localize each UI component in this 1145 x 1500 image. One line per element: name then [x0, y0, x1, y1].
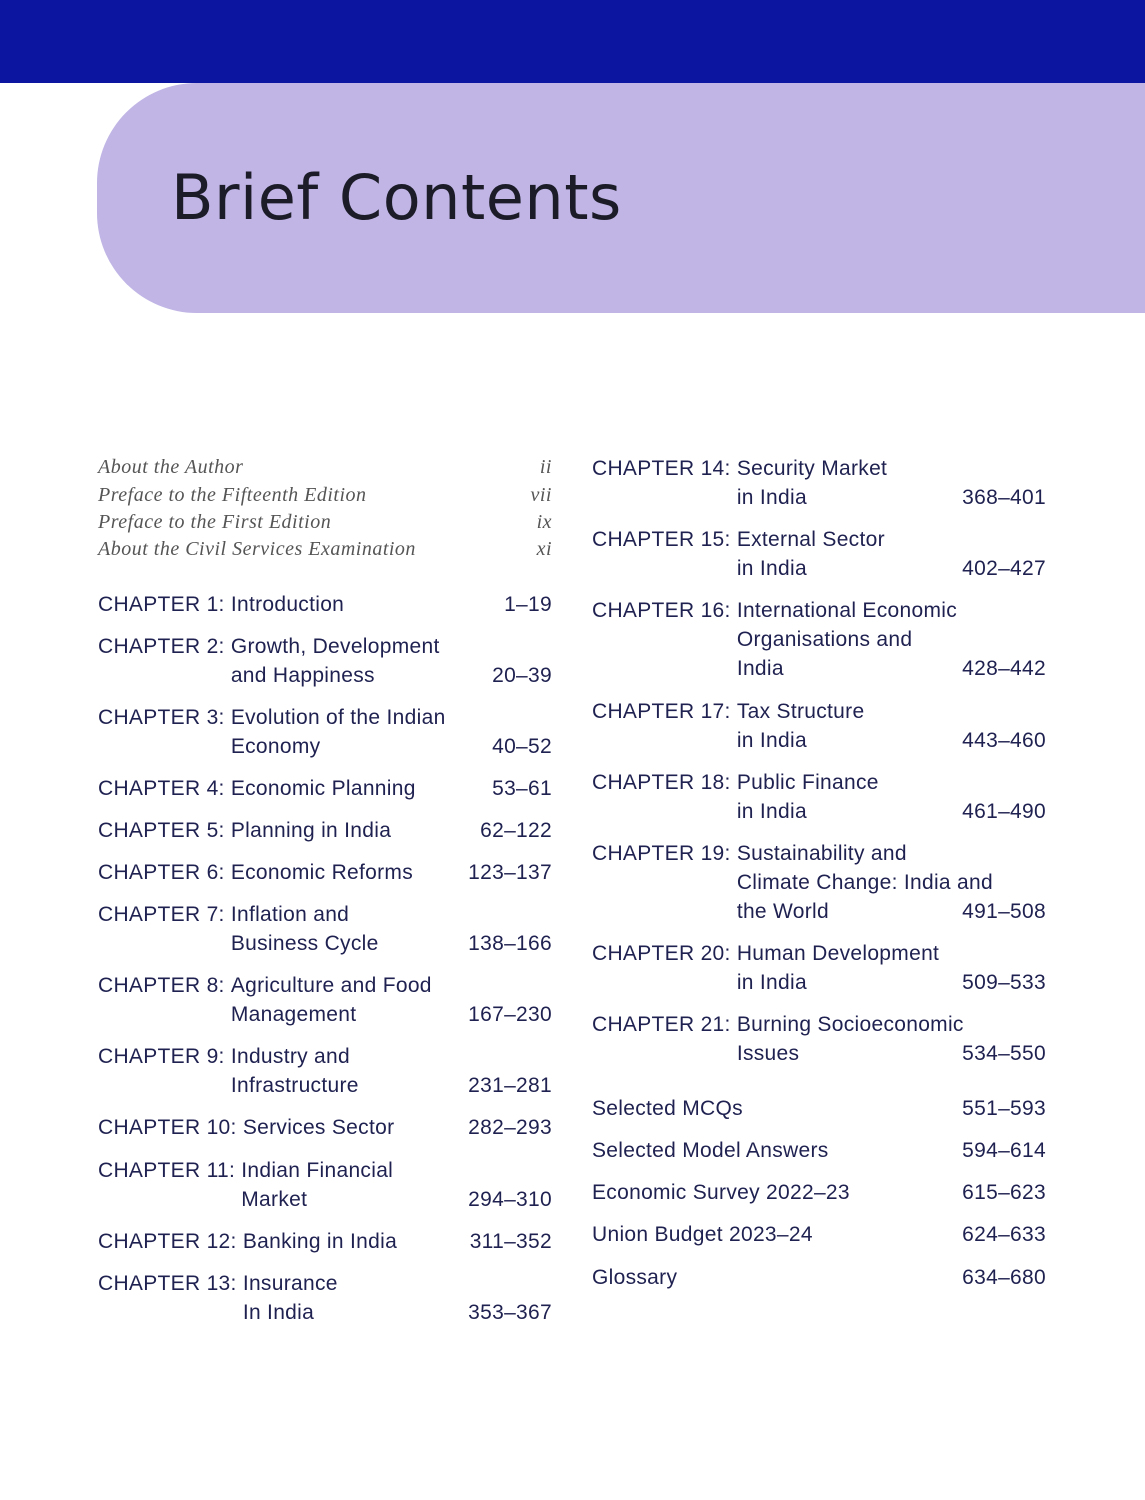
- toc-entry[interactable]: [98, 1227, 552, 1256]
- toc-entry[interactable]: [592, 1263, 1046, 1292]
- chapter-label: CHAPTER 20:: [592, 942, 737, 965]
- chapter-title-line: in India: [736, 729, 807, 752]
- toc-entry[interactable]: [98, 1113, 552, 1142]
- chapter-label: CHAPTER 11:: [98, 1159, 242, 1182]
- chapter-title-line: Industry and: [230, 1045, 350, 1068]
- chapter-title-line: Selected MCQs: [592, 1097, 743, 1120]
- chapter-label: CHAPTER 2:: [98, 635, 231, 658]
- entry-pages: 624–633: [962, 1223, 1046, 1246]
- entry-pages: xi: [536, 538, 552, 560]
- entry-pages: 231–281: [468, 1074, 552, 1097]
- entry-pages: 428–442: [962, 657, 1046, 680]
- entry-pages: 551–593: [962, 1097, 1046, 1120]
- chapter-label: CHAPTER 17:: [592, 700, 737, 723]
- entry-pages: 509–533: [962, 971, 1046, 994]
- entry-pages: 282–293: [468, 1116, 552, 1139]
- chapter-title-line: Organisations and: [736, 628, 913, 651]
- chapter-title-line: in India: [736, 971, 807, 994]
- entry-pages: 53–61: [492, 777, 552, 800]
- entry-pages: 123–137: [468, 861, 552, 884]
- entry-pages: 62–122: [480, 819, 552, 842]
- chapter-title-line: and Happiness: [230, 664, 375, 687]
- entry-pages: 1–19: [504, 593, 552, 616]
- chapter-title-line: Business Cycle: [230, 932, 379, 955]
- top-color-bar: [0, 0, 1145, 83]
- toc-entry[interactable]: [98, 1269, 552, 1327]
- chapter-title-line: Introduction: [230, 593, 345, 616]
- chapter-label: CHAPTER 4:: [98, 777, 231, 800]
- chapter-title-line: India: [736, 657, 784, 680]
- toc-entry[interactable]: [98, 858, 552, 887]
- entry-pages: 294–310: [468, 1188, 552, 1211]
- toc-entry[interactable]: [98, 971, 552, 1029]
- front-matter-item[interactable]: [98, 509, 552, 536]
- chapter-title-line: Public Finance: [736, 771, 879, 794]
- chapter-title-line: Infrastructure: [230, 1074, 359, 1097]
- entry-pages: ii: [539, 456, 552, 478]
- entry-pages: 311–352: [469, 1230, 552, 1253]
- chapter-label: CHAPTER 9:: [98, 1045, 231, 1068]
- chapter-title-line: Glossary: [592, 1266, 678, 1289]
- chapter-title-line: Inflation and: [230, 903, 350, 926]
- chapter-title-line: Growth, Development: [230, 635, 440, 658]
- toc-entry[interactable]: [592, 525, 1046, 583]
- entry-pages: ix: [536, 511, 552, 533]
- chapter-label: CHAPTER 13:: [98, 1272, 243, 1295]
- chapter-title-line: Agriculture and Food: [230, 974, 432, 997]
- chapter-title-line: Burning Socioeconomic: [736, 1013, 964, 1036]
- entry-pages: 167–230: [468, 1003, 552, 1026]
- chapter-label: CHAPTER 14:: [592, 457, 737, 480]
- chapter-title-line: Market: [241, 1188, 308, 1211]
- chapter-title-line: Economic Planning: [230, 777, 416, 800]
- chapter-title-line: Economic Survey 2022–23: [592, 1181, 850, 1204]
- chapter-title-line: Climate Change: India and: [736, 871, 993, 894]
- front-matter-item[interactable]: [98, 536, 552, 563]
- chapter-label: CHAPTER 1:: [98, 593, 231, 616]
- entry-pages: 534–550: [962, 1042, 1046, 1065]
- toc-entry[interactable]: [592, 1010, 1046, 1068]
- chapter-title-line: Insurance: [242, 1272, 338, 1295]
- entry-pages: 634–680: [962, 1266, 1046, 1289]
- entry-pages: 491–508: [962, 900, 1046, 923]
- chapter-label: CHAPTER 8:: [98, 974, 231, 997]
- toc-entry[interactable]: [592, 1178, 1046, 1207]
- chapter-label: CHAPTER 6:: [98, 861, 231, 884]
- chapter-title-line: Management: [230, 1003, 357, 1026]
- title-banner: [97, 83, 1145, 313]
- entry-pages: 40–52: [492, 735, 552, 758]
- chapter-label: CHAPTER 16:: [592, 599, 737, 622]
- chapter-title-line: Evolution of the Indian: [230, 706, 446, 729]
- toc-entry[interactable]: [98, 1156, 552, 1214]
- chapter-label: CHAPTER 21:: [592, 1013, 737, 1036]
- entry-pages: 443–460: [962, 729, 1046, 752]
- chapter-title-line: Tax Structure: [736, 700, 865, 723]
- chapter-label: CHAPTER 10:: [98, 1116, 243, 1139]
- chapter-title-line: Security Market: [736, 457, 888, 480]
- chapter-title-line: Selected Model Answers: [592, 1139, 829, 1162]
- toc-entry[interactable]: [592, 596, 1046, 683]
- chapter-title-line: In India: [242, 1301, 315, 1324]
- chapter-title-line: Services Sector: [242, 1116, 395, 1139]
- toc-entry[interactable]: [592, 839, 1046, 926]
- chapter-label: CHAPTER 15:: [592, 528, 737, 551]
- toc-entry[interactable]: [98, 774, 552, 803]
- toc-entry[interactable]: [98, 703, 552, 761]
- chapter-label: CHAPTER 19:: [592, 842, 737, 865]
- chapter-title-line: the World: [736, 900, 829, 923]
- chapter-title-line: Sustainability and: [736, 842, 907, 865]
- toc-entry[interactable]: [98, 1042, 552, 1100]
- chapter-label: CHAPTER 5:: [98, 819, 231, 842]
- chapter-title-line: in India: [736, 800, 807, 823]
- page-title: Brief Contents: [171, 161, 622, 234]
- entry-pages: 594–614: [962, 1139, 1046, 1162]
- chapter-title-line: Economic Reforms: [230, 861, 414, 884]
- entry-pages: 368–401: [962, 486, 1046, 509]
- toc-entry[interactable]: [592, 697, 1046, 755]
- front-matter-item[interactable]: [98, 454, 552, 481]
- chapter-title-line: Banking in India: [242, 1230, 398, 1253]
- toc-entry[interactable]: [592, 939, 1046, 997]
- entry-title: Preface to the Fifteenth Edition: [98, 484, 367, 506]
- entry-title: About the Author: [98, 456, 244, 478]
- chapter-title-line: International Economic: [736, 599, 958, 622]
- chapter-title-line: in India: [736, 557, 807, 580]
- front-matter-item[interactable]: [98, 482, 552, 509]
- entry-pages: 20–39: [492, 664, 552, 687]
- chapter-title-line: in India: [736, 486, 807, 509]
- entry-title: Preface to the First Edition: [98, 511, 332, 533]
- entry-title: About the Civil Services Examination: [98, 538, 416, 560]
- toc-entry[interactable]: [98, 590, 552, 619]
- entry-pages: 615–623: [962, 1181, 1046, 1204]
- chapter-title-line: Union Budget 2023–24: [592, 1223, 813, 1246]
- toc-entry[interactable]: [592, 1094, 1046, 1123]
- chapter-label: CHAPTER 3:: [98, 706, 231, 729]
- chapter-title-line: External Sector: [736, 528, 885, 551]
- chapter-label: CHAPTER 7:: [98, 903, 231, 926]
- toc-entry[interactable]: [98, 900, 552, 958]
- entry-pages: 402–427: [962, 557, 1046, 580]
- toc-entry[interactable]: [592, 768, 1046, 826]
- toc-entry[interactable]: [98, 632, 552, 690]
- toc-entry[interactable]: [592, 1136, 1046, 1165]
- chapter-label: CHAPTER 18:: [592, 771, 737, 794]
- chapter-title-line: Issues: [736, 1042, 800, 1065]
- chapter-title-line: Indian Financial: [241, 1159, 394, 1182]
- chapter-title-line: Economy: [230, 735, 321, 758]
- toc-entry[interactable]: [98, 816, 552, 845]
- toc-entry[interactable]: [592, 1220, 1046, 1249]
- entry-pages: 461–490: [962, 800, 1046, 823]
- entry-pages: 138–166: [468, 932, 552, 955]
- entry-pages: 353–367: [468, 1301, 552, 1324]
- chapter-label: CHAPTER 12:: [98, 1230, 243, 1253]
- chapter-title-line: Planning in India: [230, 819, 392, 842]
- entry-pages: vii: [530, 484, 552, 506]
- toc-entry[interactable]: [592, 454, 1046, 512]
- chapter-title-line: Human Development: [736, 942, 940, 965]
